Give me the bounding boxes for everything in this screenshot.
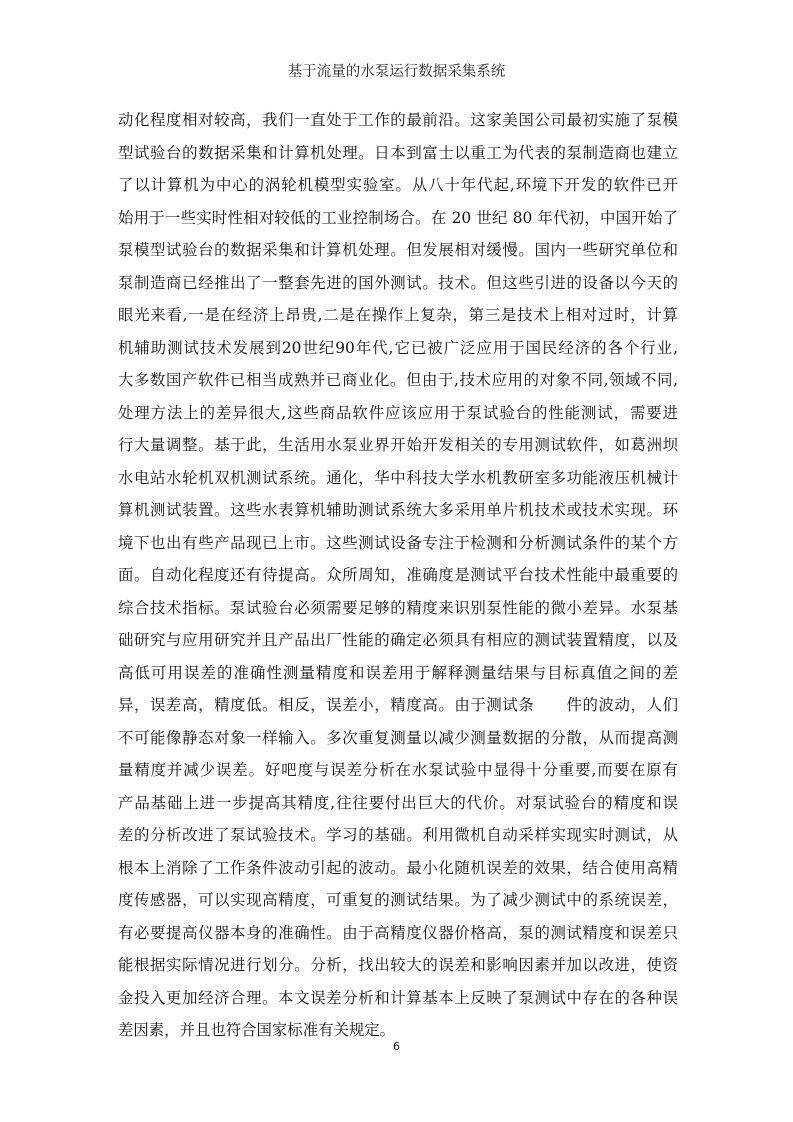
text-line: 金投入更加经济合理。本文误差分析和计算基本上反映了泵测试中存在的各种误 (118, 988, 678, 1007)
text-line: 不可能像静态对象一样输入。多次重复测量以减少测量数据的分散，从而提高测 (118, 728, 678, 747)
text-line: 异，误差高，精度低。相反，误差小，精度高。由于测试条 件的波动，人们 (118, 696, 678, 714)
text-line: 泵制造商已经推出了一整套先进的国外测试。技术。但这些引进的设备以今天的 (118, 273, 678, 292)
text-line: 能根据实际情况进行划分。分析，找出较大的误差和影响因素并加以改进，使资 (118, 956, 678, 974)
text-line: 量精度并减少误差。好吧度与误差分析在水泵试验中显得十分重要,而要在原有 (118, 761, 678, 779)
text-line: 产品基础上进一步提高其精度,往往要付出巨大的代价。对泵试验台的精度和误 (118, 793, 678, 812)
text-line: 算机测试装置。这些水表算机辅助测试系统大多采用单片机技术或技术实现。环 (118, 501, 678, 519)
text-line: 了以计算机为中心的涡轮机模型实验室。从八十年代起,环境下开发的软件已开 (118, 176, 678, 194)
text-line-last: 差因素，并且也符合国家标准有关规定。 (118, 1021, 396, 1039)
text-line: 境下也出有些产品现已上市。这些测试设备专注于检测和分析测试条件的某个方 (118, 533, 678, 552)
text-line: 水电站水轮机双机测试系统。通化，华中科技大学水机教研室多功能液压机械计 (118, 468, 678, 487)
text-line: 处理方法上的差异很大,这些商品软件应该应用于泵试验台的性能测试，需要进 (118, 403, 678, 422)
text-line: 根本上消除了工作条件波动引起的波动。最小化随机误差的效果，结合使用高精 (118, 858, 678, 877)
text-line: 始用于一些实时性相对较低的工业控制场合。在 20 世纪 80 年代初，中国开始了 (118, 208, 678, 227)
text-line: 有必要提高仪器本身的准确性。由于高精度仪器价格高，泵的测试精度和误差只 (118, 923, 678, 942)
text-line: 高低可用误差的准确性测量精度和误差用于解释测量结果与目标真值之间的差 (118, 663, 678, 682)
text-line: 综合技术指标。泵试验台必须需要足够的精度来识别泵性能的微小差异。水泵基 (118, 598, 678, 617)
text-line: 行大量调整。基于此，生活用水泵业界开始开发相关的专用测试软件，如葛洲坝 (118, 436, 678, 454)
text-line: 差的分析改进了泵试验技术。学习的基础。利用微机自动采样实现实时测试，从 (118, 826, 678, 844)
page-number: 6 (393, 1040, 400, 1053)
body-text (118, 104, 678, 1047)
text-line: 机辅助测试技术发展到20世纪90年代,它已被广泛应用于国民经济的各个行业, (118, 338, 678, 357)
text-line: 眼光来看,一是在经济上昂贵,二是在操作上复杂，第三是技术上相对过时，计算 (118, 306, 678, 324)
text-line: 础研究与应用研究并且产品出厂性能的确定必须具有相应的测试装置精度，以及 (118, 631, 678, 649)
text-line: 型试验台的数据采集和计算机处理。日本到富士以重工为代表的泵制造商也建立 (118, 143, 678, 162)
page-header-title: 基于流量的水泵运行数据采集系统 (287, 64, 506, 80)
text-line: 面。自动化程度还有待提高。众所周知，准确度是测试平台技术性能中最重要的 (118, 566, 678, 584)
text-line: 大多数国产软件已相当成熟并已商业化。但由于,技术应用的对象不同,领域不同, (118, 371, 678, 389)
text-line: 动化程度相对较高，我们一直处于工作的最前沿。这家美国公司最初实施了泵模 (118, 111, 678, 129)
text-line: 泵模型试验台的数据采集和计算机处理。但发展相对缓慢。国内一些研究单位和 (118, 241, 678, 259)
text-line: 度传感器，可以实现高精度，可重复的测试结果。为了减少测试中的系统误差， (118, 891, 678, 909)
